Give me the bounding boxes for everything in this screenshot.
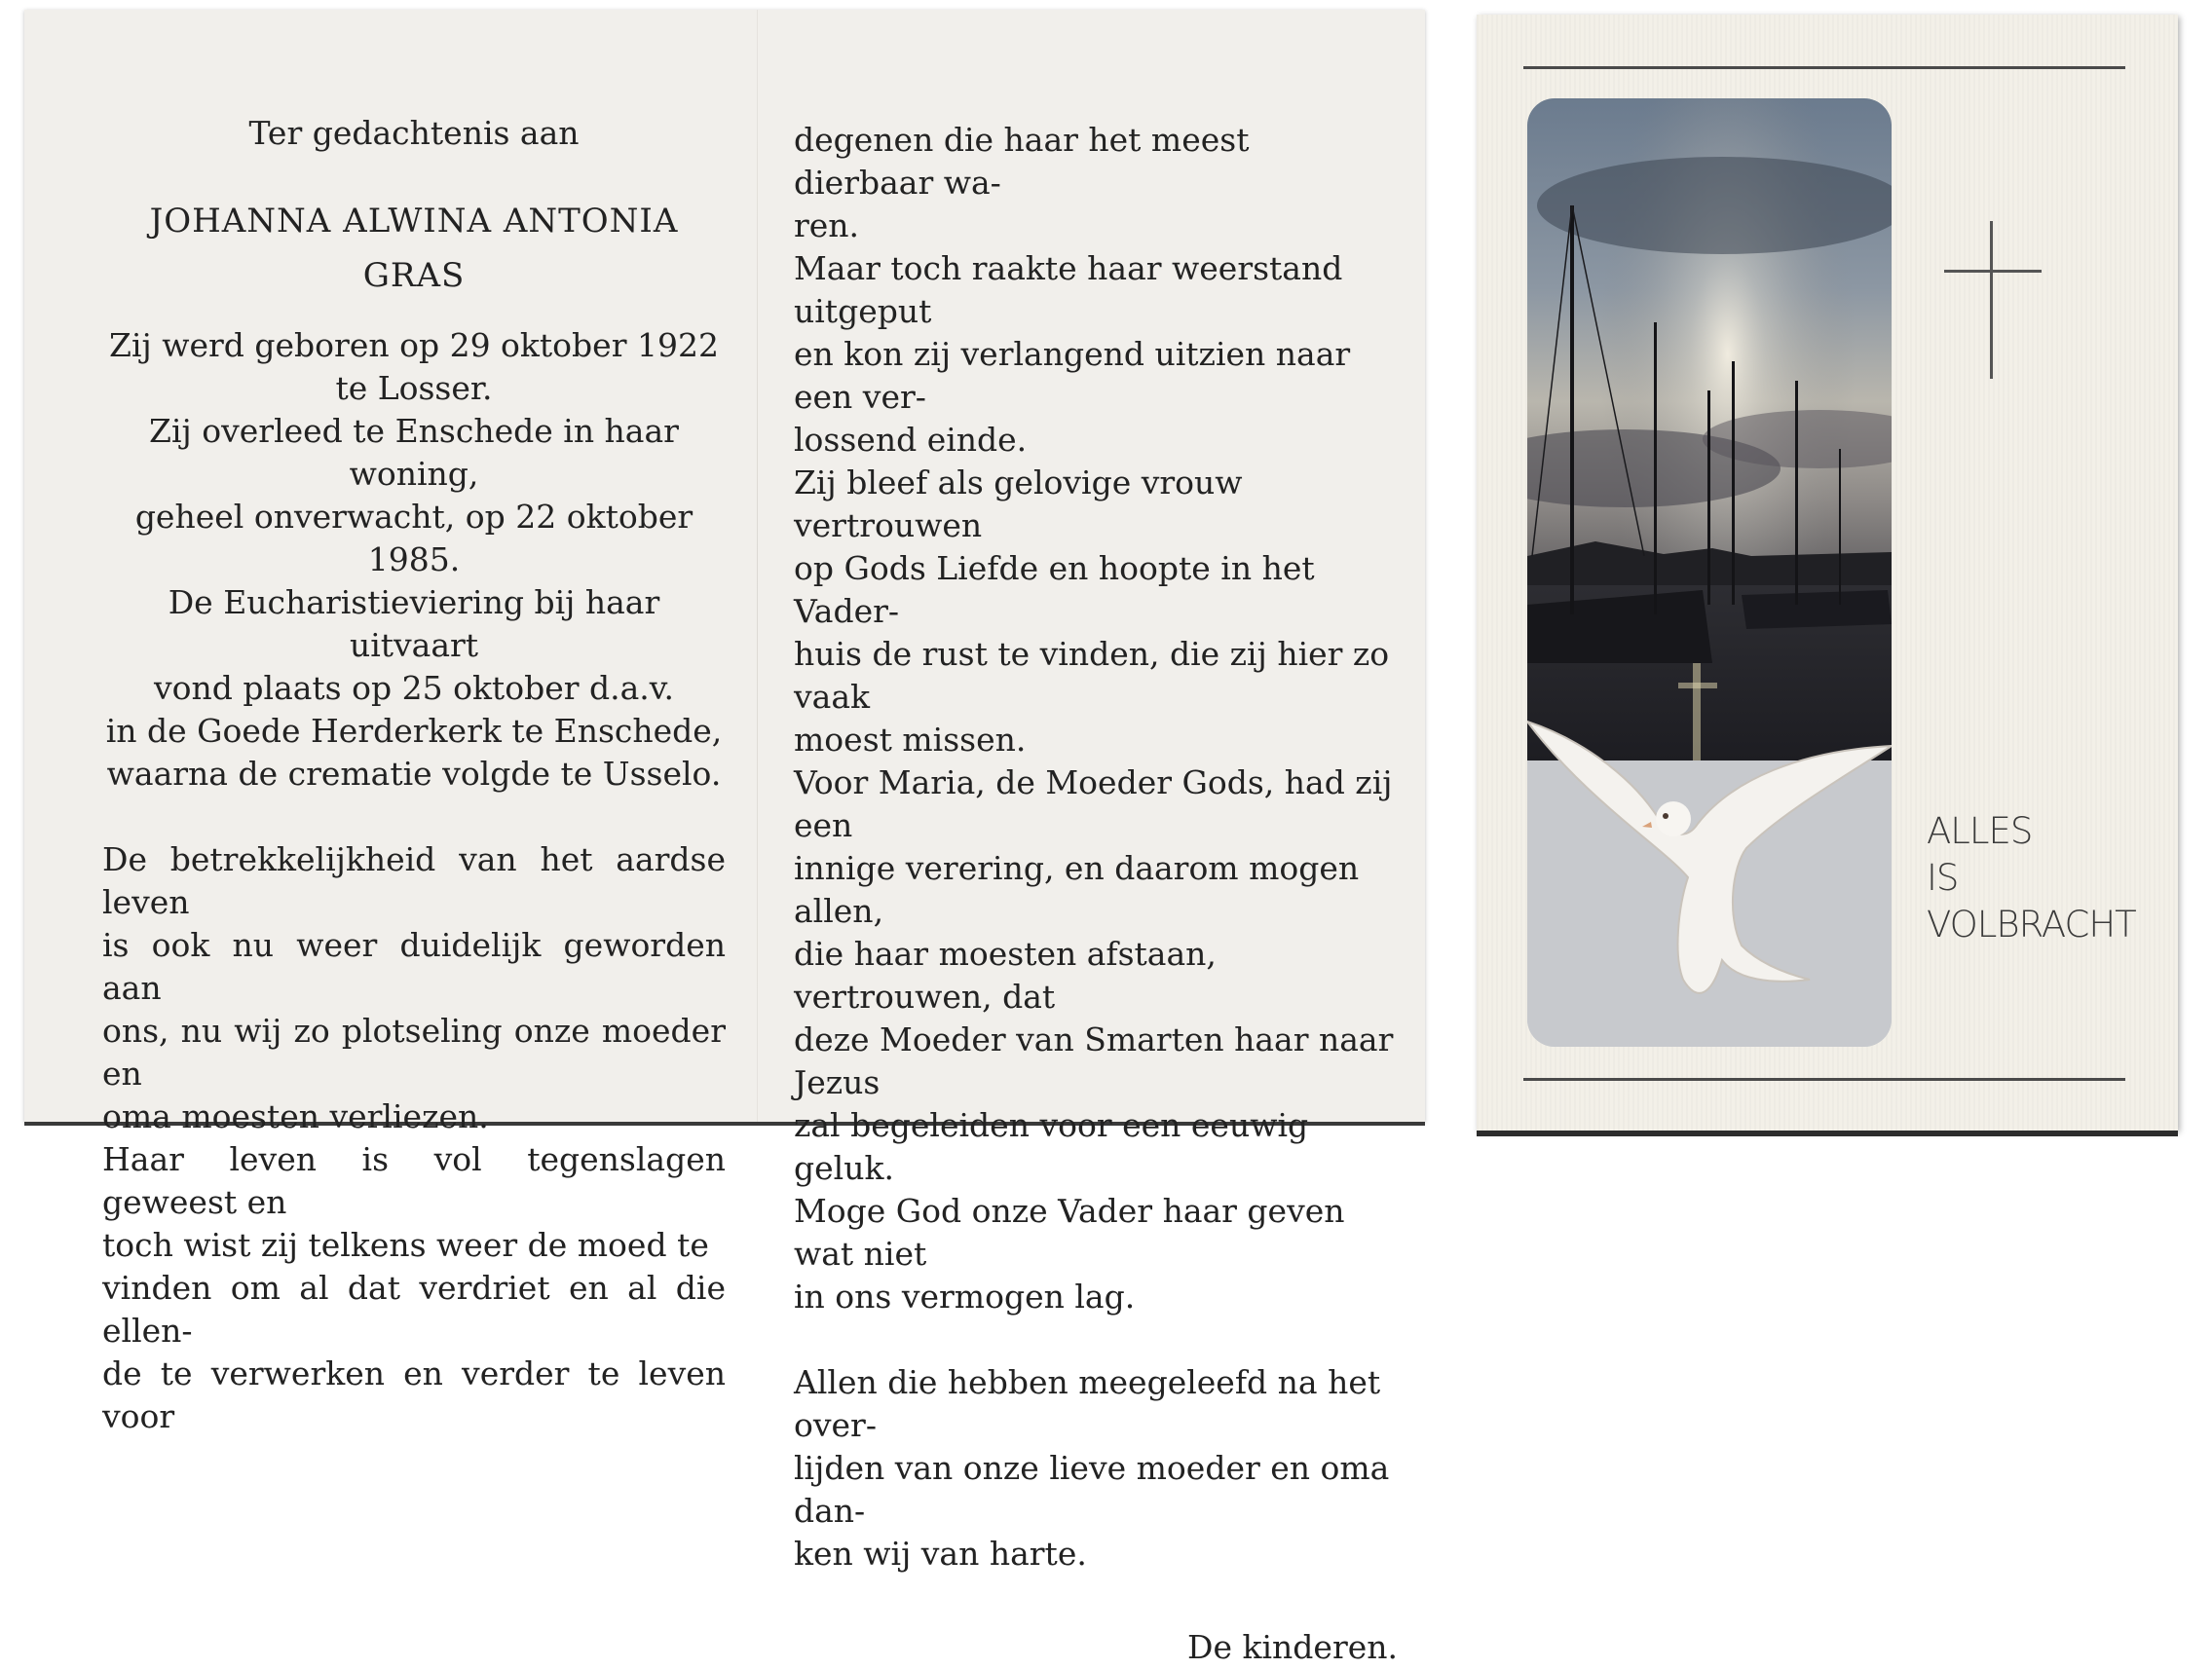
bio-line: Zij werd geboren op 29 oktober 1922 bbox=[109, 326, 719, 364]
text-line: Zij bleef als gelovige vrouw vertrouwen bbox=[794, 464, 1243, 544]
motto-line-1: ALLES bbox=[1927, 810, 2033, 852]
inner-card bbox=[24, 10, 1425, 1666]
reflection-line: de te verwerken en verder te leven voor bbox=[102, 1354, 726, 1435]
bio-line: vond plaats op 25 oktober d.a.v. bbox=[154, 669, 674, 707]
memorial-heading: Ter gedachtenis aan bbox=[248, 114, 580, 152]
bio-line: in de Goede Herderkerk te Enschede, bbox=[105, 712, 723, 750]
reflection-line: Haar leven is vol tegenslagen geweest en bbox=[102, 1140, 726, 1221]
motto-line-2: IS bbox=[1927, 857, 1959, 899]
bio-line: waarna de crematie volgde te Usselo. bbox=[106, 755, 722, 793]
deceased-name bbox=[102, 194, 726, 303]
signature: De kinderen. bbox=[1187, 1628, 1398, 1666]
text-line: degenen die haar het meest dierbaar wa- bbox=[794, 121, 1250, 202]
text-line: deze Moeder van Smarten haar naar Jezus bbox=[794, 1020, 1394, 1101]
text-line: Maar toch raakte haar weerstand uitgeput bbox=[794, 249, 1343, 330]
reflection bbox=[102, 838, 726, 1438]
reflection-line: oma moesten verliezen. bbox=[102, 1097, 489, 1135]
harbour-photo bbox=[1527, 98, 1892, 1047]
bottom-rule bbox=[1523, 1078, 2125, 1081]
thanks-line: ken wij van harte. bbox=[794, 1535, 1087, 1573]
bio-line: Zij overleed te Enschede in haar woning, bbox=[149, 412, 679, 493]
reflection-line: is ook nu weer duidelijk geworden aan bbox=[102, 926, 726, 1007]
front-cover bbox=[1477, 15, 2178, 1131]
reflection-line: ons, nu wij zo plotseling onze moeder en bbox=[102, 1012, 726, 1093]
reflection-line: De betrekkelijkheid van het aardse leven bbox=[102, 840, 726, 921]
text-line: in ons vermogen lag. bbox=[794, 1278, 1136, 1316]
name-line-2: GRAS bbox=[362, 256, 466, 295]
harbour-illustration bbox=[1527, 98, 1892, 1047]
text-line: Moge God onze Vader haar geven wat niet bbox=[794, 1192, 1345, 1273]
text-line: op Gods Liefde en hoopte in het Vader- bbox=[794, 549, 1315, 630]
left-page bbox=[102, 112, 726, 1438]
reflection-line: vinden om al dat verdriet en al die ellen- bbox=[102, 1269, 726, 1350]
bio-line: geheel onverwacht, op 22 oktober 1985. bbox=[134, 498, 694, 578]
cross-icon bbox=[1990, 221, 1993, 379]
motto bbox=[1927, 808, 2136, 948]
motto-line-3: VOLBRACHT bbox=[1927, 904, 2136, 946]
fold-line bbox=[757, 10, 758, 1122]
text-line: en kon zij verlangend uitzien naar een ver- bbox=[794, 335, 1351, 416]
thanks-line: Allen die hebben meegeleefd na het over- bbox=[794, 1363, 1381, 1444]
bio-line: De Eucharistieviering bij haar uitvaart bbox=[168, 583, 660, 664]
name-line-1: JOHANNA ALWINA ANTONIA bbox=[149, 202, 679, 241]
cross-icon-bar bbox=[1944, 270, 2042, 273]
text-line: die haar moesten afstaan, vertrouwen, dat bbox=[794, 935, 1217, 1016]
bio-line: te Losser. bbox=[335, 369, 493, 407]
text-line: huis de rust te vinden, die zij hier zo vaak bbox=[794, 635, 1390, 716]
text-line: zal begeleiden voor een eeuwig geluk. bbox=[794, 1106, 1309, 1187]
text-line: lossend einde. bbox=[794, 421, 1028, 459]
thanks-line: lijden van onze lieve moeder en oma dan- bbox=[794, 1449, 1390, 1530]
text-line: ren. bbox=[794, 206, 860, 244]
biography bbox=[102, 324, 726, 796]
text-line: innige verering, en daarom mogen allen, bbox=[794, 849, 1360, 930]
reflection-line: toch wist zij telkens weer de moed te bbox=[102, 1226, 709, 1264]
text-line: Voor Maria, de Moeder Gods, had zij een bbox=[794, 763, 1393, 844]
right-page bbox=[794, 119, 1398, 1669]
top-rule bbox=[1523, 66, 2125, 69]
text-line: moest missen. bbox=[794, 721, 1027, 759]
